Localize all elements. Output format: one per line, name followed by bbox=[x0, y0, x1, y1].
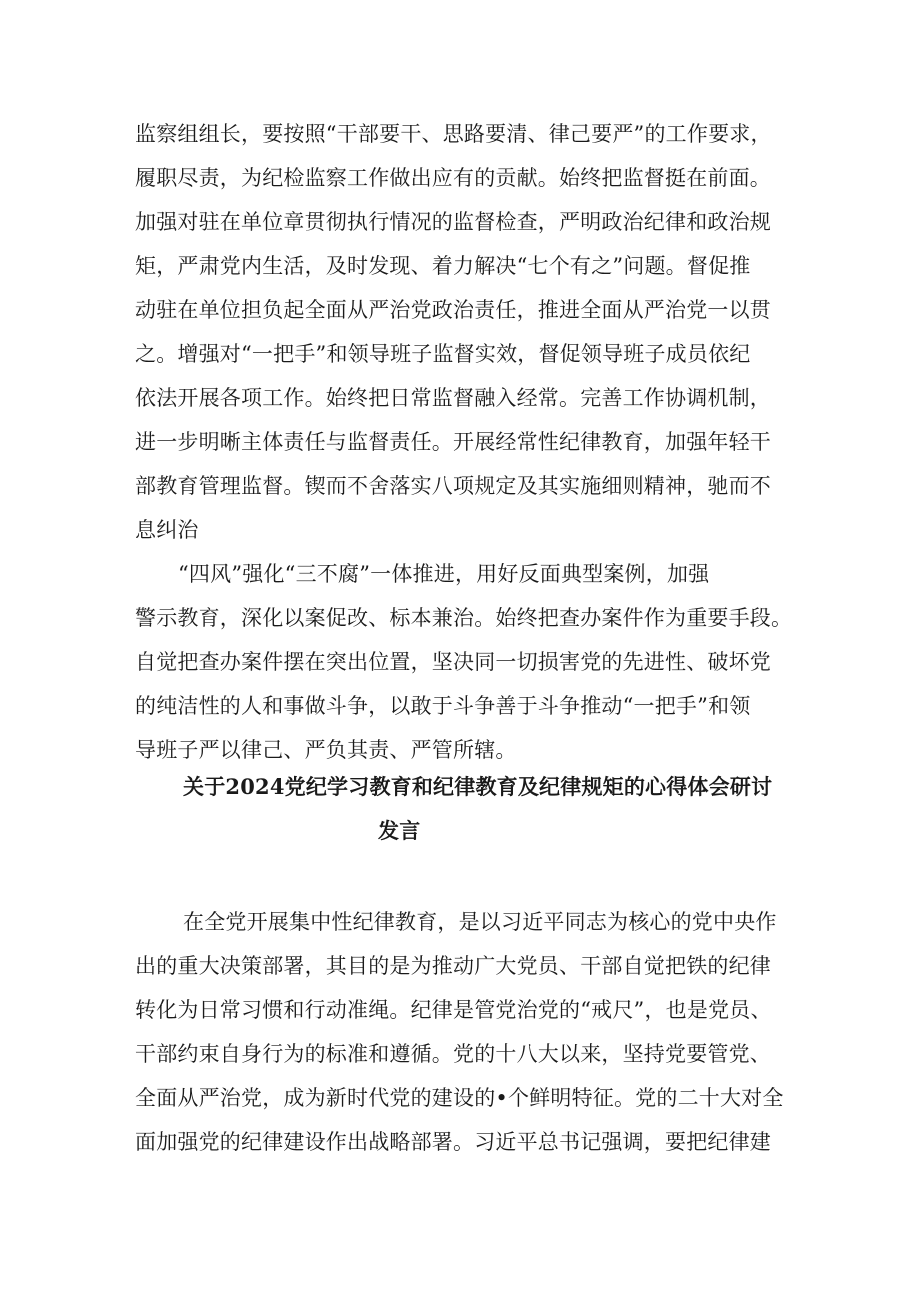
paragraph-first-line: “四风”强化“三不腐”一体推进，用好反面典型案例，加强 bbox=[178, 562, 710, 586]
paragraph-line: 监察组组长，要按照“干部要干、思路要清、律己要严”的工作要求， bbox=[135, 122, 772, 146]
paragraph-line: 全面从严治党，成为新时代党的建设的•个鲜明特征。党的二十大对全 bbox=[135, 1086, 784, 1110]
heading-line-2: 发言 bbox=[378, 818, 421, 843]
heading-line-1: 关于2024党纪学习教育和纪律教育及纪律规矩的心得体会研讨 bbox=[183, 774, 773, 799]
paragraph-line: 警示教育，深化以案促改、标本兼治。始终把查办案件作为重要手段。 bbox=[135, 606, 793, 630]
paragraph-line: 动驻在单位担负起全面从严治党政治责任，推进全面从严治党一以贯 bbox=[135, 298, 771, 322]
paragraph-line: 依法开展各项工作。始终把日常监督融入经常。完善工作协调机制， bbox=[135, 386, 771, 410]
paragraph-line: 加强对驻在单位章贯彻执行情况的监督检查，严明政治纪律和政治规 bbox=[135, 210, 771, 234]
paragraph-line: 部教育管理监督。锲而不舍落实八项规定及其实施细则精神，驰而不 bbox=[135, 474, 771, 498]
paragraph-line: 导班子严以律己、严负其责、严管所辖。 bbox=[135, 738, 517, 762]
paragraph-first-line: 在全党开展集中性纪律教育，是以习近平同志为核心的党中央作 bbox=[183, 910, 777, 934]
paragraph-line: 矩，严肃党内生活，及时发现、着力解决“七个有之”问题。督促推 bbox=[135, 254, 751, 278]
paragraph-line: 履职尽责，为纪检监察工作做出应有的贡献。始终把监督挺在前面。 bbox=[135, 166, 771, 190]
paragraph-line: 息纠治 bbox=[135, 518, 199, 542]
paragraph-line: 的纯洁性的人和事做斗争，以敢于斗争善于斗争推动“一把手”和领 bbox=[135, 694, 751, 718]
paragraph-line: 面加强党的纪律建设作出战略部署。习近平总书记强调，要把纪律建 bbox=[135, 1130, 771, 1154]
paragraph-line: 之。增强对“一把手”和领导班子监督实效，督促领导班子成员依纪 bbox=[135, 342, 751, 366]
paragraph-line: 干部约束自身行为的标准和遵循。党的十八大以来，坚持党要管党、 bbox=[135, 1042, 771, 1066]
paragraph-line: 自觉把查办案件摆在突出位置，坚决同一切损害党的先进性、破坏党 bbox=[135, 650, 771, 674]
paragraph-line: 转化为日常习惯和行动准绳。纪律是管党治党的“戒尺”，也是党员、 bbox=[135, 998, 772, 1022]
paragraph-line: 出的重大决策部署，其目的是为推动广大党员、干部自觉把铁的纪律 bbox=[135, 954, 771, 978]
paragraph-line: 进一步明晰主体责任与监督责任。开展经常性纪律教育，加强年轻干 bbox=[135, 430, 771, 454]
